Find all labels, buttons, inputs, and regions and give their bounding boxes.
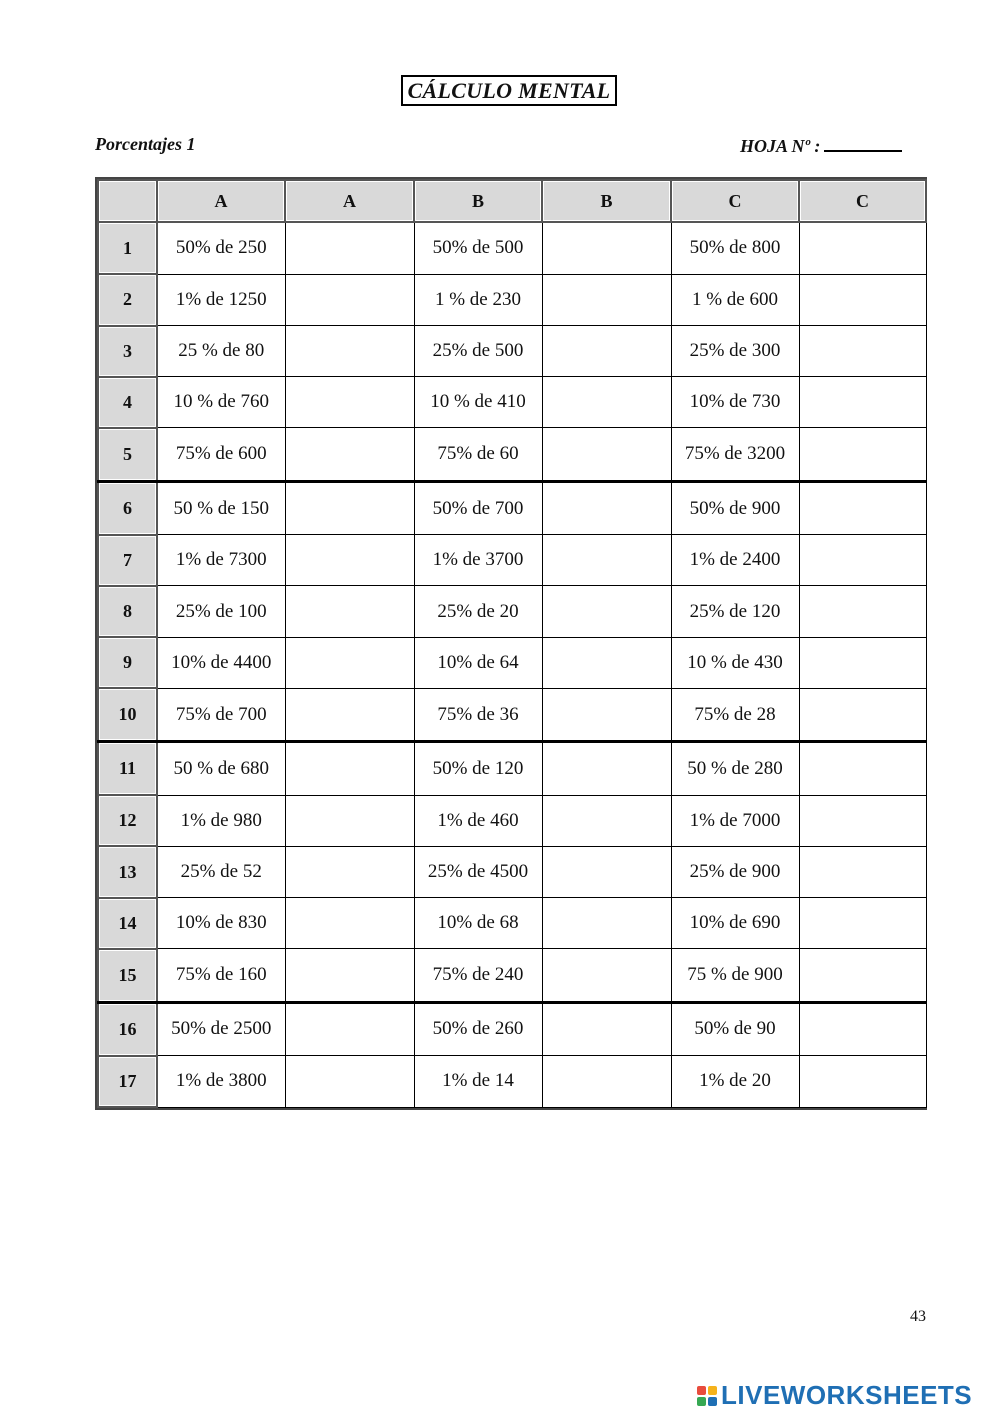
answer-cell-a[interactable] (285, 795, 414, 846)
answer-cell-b[interactable] (542, 898, 671, 949)
sheet-number-blank[interactable] (824, 134, 902, 152)
problem-cell-a: 75% de 600 (157, 428, 285, 481)
answer-cell-a[interactable] (285, 481, 414, 534)
answer-cell-c[interactable] (799, 637, 926, 688)
row-number: 9 (98, 637, 157, 688)
answer-cell-a[interactable] (285, 428, 414, 481)
answer-cell-a[interactable] (285, 688, 414, 741)
problem-cell-c: 75% de 28 (671, 688, 799, 741)
problem-cell-c: 50% de 90 (671, 1002, 799, 1055)
problem-cell-a: 50% de 2500 (157, 1002, 285, 1055)
answer-cell-c[interactable] (799, 535, 926, 586)
answer-cell-b[interactable] (542, 326, 671, 377)
corner-cell (98, 180, 157, 222)
problem-cell-c: 10 % de 430 (671, 637, 799, 688)
row-number: 14 (98, 898, 157, 949)
sheet-number-label: HOJA Nº : (740, 136, 821, 156)
problem-cell-b: 50% de 700 (414, 481, 542, 534)
worksheet-subtitle: Porcentajes 1 (95, 134, 196, 154)
problem-cell-b: 75% de 240 (414, 949, 542, 1002)
table-row (98, 377, 926, 428)
problem-cell-c: 1% de 7000 (671, 795, 799, 846)
brand-grid-icon (697, 1386, 717, 1406)
problem-cell-a: 25 % de 80 (157, 326, 285, 377)
problem-cell-b: 25% de 20 (414, 586, 542, 637)
problem-cell-a: 1% de 1250 (157, 274, 285, 325)
table-row (98, 428, 926, 481)
brand-logo (697, 1380, 972, 1411)
answer-cell-b[interactable] (542, 535, 671, 586)
answer-cell-c[interactable] (799, 742, 926, 795)
problem-cell-a: 1% de 3800 (157, 1056, 285, 1107)
problem-cell-b: 10% de 64 (414, 637, 542, 688)
row-number: 7 (98, 535, 157, 586)
answer-cell-c[interactable] (799, 949, 926, 1002)
row-number: 13 (98, 846, 157, 897)
exercise-grid (95, 177, 927, 1110)
brand-name: LIVEWORKSHEETS (721, 1380, 973, 1410)
answer-cell-a[interactable] (285, 742, 414, 795)
problem-cell-c: 50% de 800 (671, 222, 799, 274)
table-row (98, 481, 926, 534)
answer-cell-a[interactable] (285, 1002, 414, 1055)
column-header: C (799, 180, 926, 222)
table-row (98, 795, 926, 846)
table-row (98, 846, 926, 897)
problem-cell-c: 10% de 690 (671, 898, 799, 949)
problem-cell-b: 1% de 3700 (414, 535, 542, 586)
row-number: 4 (98, 377, 157, 428)
answer-cell-c[interactable] (799, 1002, 926, 1055)
answer-cell-c[interactable] (799, 795, 926, 846)
problem-cell-a: 10% de 830 (157, 898, 285, 949)
problem-cell-c: 50% de 900 (671, 481, 799, 534)
answer-cell-c[interactable] (799, 377, 926, 428)
answer-cell-b[interactable] (542, 1002, 671, 1055)
answer-cell-b[interactable] (542, 274, 671, 325)
answer-cell-b[interactable] (542, 222, 671, 274)
answer-cell-b[interactable] (542, 428, 671, 481)
row-number: 6 (98, 481, 157, 534)
problem-cell-c: 1% de 2400 (671, 535, 799, 586)
row-number: 11 (98, 742, 157, 795)
problem-cell-b: 25% de 4500 (414, 846, 542, 897)
problem-cell-c: 75% de 3200 (671, 428, 799, 481)
column-header: A (285, 180, 414, 222)
problem-cell-a: 10% de 4400 (157, 637, 285, 688)
row-number: 12 (98, 795, 157, 846)
problem-cell-a: 1% de 7300 (157, 535, 285, 586)
answer-cell-c[interactable] (799, 898, 926, 949)
problem-cell-b: 50% de 260 (414, 1002, 542, 1055)
column-header-row (98, 180, 926, 222)
answer-cell-c[interactable] (799, 481, 926, 534)
answer-cell-a[interactable] (285, 326, 414, 377)
table-row (98, 222, 926, 274)
column-header: A (157, 180, 285, 222)
row-number: 8 (98, 586, 157, 637)
table-row (98, 326, 926, 377)
page-number: 43 (910, 1308, 926, 1325)
row-number: 1 (98, 222, 157, 274)
table-row (98, 949, 926, 1002)
answer-cell-b[interactable] (542, 742, 671, 795)
table-row (98, 1002, 926, 1055)
column-header: B (542, 180, 671, 222)
problem-cell-b: 1 % de 230 (414, 274, 542, 325)
answer-cell-b[interactable] (542, 1056, 671, 1107)
answer-cell-a[interactable] (285, 898, 414, 949)
answer-cell-c[interactable] (799, 428, 926, 481)
answer-cell-c[interactable] (799, 222, 926, 274)
problem-cell-a: 1% de 980 (157, 795, 285, 846)
row-number: 3 (98, 326, 157, 377)
answer-cell-a[interactable] (285, 949, 414, 1002)
answer-cell-b[interactable] (542, 795, 671, 846)
answer-cell-a[interactable] (285, 637, 414, 688)
row-number: 5 (98, 428, 157, 481)
problem-cell-c: 1 % de 600 (671, 274, 799, 325)
answer-cell-c[interactable] (799, 1056, 926, 1107)
problem-cell-b: 75% de 60 (414, 428, 542, 481)
answer-cell-b[interactable] (542, 481, 671, 534)
answer-cell-b[interactable] (542, 637, 671, 688)
row-number: 15 (98, 949, 157, 1002)
problem-cell-c: 1% de 20 (671, 1056, 799, 1107)
answer-cell-c[interactable] (799, 326, 926, 377)
answer-cell-a[interactable] (285, 1056, 414, 1107)
worksheet-title: CÁLCULO MENTAL (401, 75, 617, 106)
problem-cell-c: 25% de 900 (671, 846, 799, 897)
answer-cell-b[interactable] (542, 949, 671, 1002)
answer-cell-c[interactable] (799, 846, 926, 897)
problem-cell-b: 50% de 120 (414, 742, 542, 795)
table-row (98, 898, 926, 949)
problem-cell-a: 75% de 160 (157, 949, 285, 1002)
answer-cell-b[interactable] (542, 377, 671, 428)
problem-cell-b: 10% de 68 (414, 898, 542, 949)
answer-cell-a[interactable] (285, 535, 414, 586)
answer-cell-a[interactable] (285, 586, 414, 637)
problem-cell-c: 50 % de 280 (671, 742, 799, 795)
answer-cell-c[interactable] (799, 274, 926, 325)
problem-cell-b: 1% de 14 (414, 1056, 542, 1107)
problem-cell-a: 75% de 700 (157, 688, 285, 741)
problem-cell-a: 25% de 52 (157, 846, 285, 897)
row-number: 17 (98, 1056, 157, 1107)
answer-cell-b[interactable] (542, 846, 671, 897)
answer-cell-a[interactable] (285, 377, 414, 428)
answer-cell-b[interactable] (542, 688, 671, 741)
problem-cell-c: 25% de 120 (671, 586, 799, 637)
table-row (98, 535, 926, 586)
answer-cell-b[interactable] (542, 586, 671, 637)
row-number: 16 (98, 1002, 157, 1055)
answer-cell-c[interactable] (799, 586, 926, 637)
column-header: C (671, 180, 799, 222)
column-header: B (414, 180, 542, 222)
table-row (98, 586, 926, 637)
table-row (98, 742, 926, 795)
problem-cell-c: 75 % de 900 (671, 949, 799, 1002)
table-row (98, 1056, 926, 1107)
problem-cell-a: 50 % de 150 (157, 481, 285, 534)
table-row (98, 688, 926, 741)
problem-cell-a: 50% de 250 (157, 222, 285, 274)
problem-cell-c: 10% de 730 (671, 377, 799, 428)
row-number: 10 (98, 688, 157, 741)
answer-cell-a[interactable] (285, 846, 414, 897)
problem-cell-b: 1% de 460 (414, 795, 542, 846)
problem-cell-b: 75% de 36 (414, 688, 542, 741)
exercise-table (97, 179, 927, 1108)
problem-cell-c: 25% de 300 (671, 326, 799, 377)
sheet-number-field (740, 134, 902, 157)
problem-cell-b: 10 % de 410 (414, 377, 542, 428)
problem-cell-a: 25% de 100 (157, 586, 285, 637)
problem-cell-a: 10 % de 760 (157, 377, 285, 428)
problem-cell-b: 50% de 500 (414, 222, 542, 274)
answer-cell-a[interactable] (285, 274, 414, 325)
answer-cell-a[interactable] (285, 222, 414, 274)
row-number: 2 (98, 274, 157, 325)
answer-cell-c[interactable] (799, 688, 926, 741)
table-row (98, 637, 926, 688)
problem-cell-a: 50 % de 680 (157, 742, 285, 795)
problem-cell-b: 25% de 500 (414, 326, 542, 377)
table-row (98, 274, 926, 325)
